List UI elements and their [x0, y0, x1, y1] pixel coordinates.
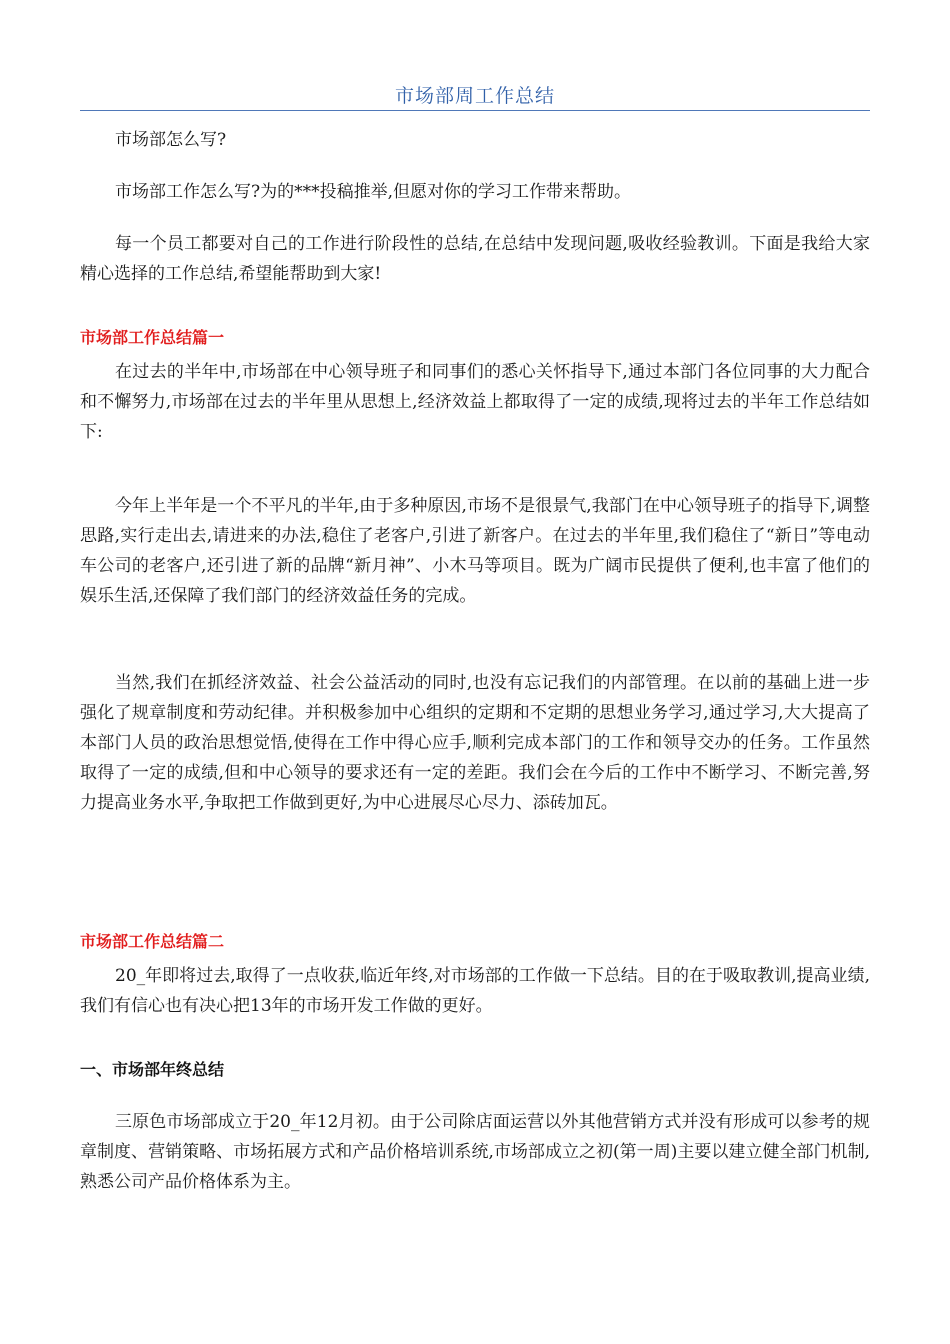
- section1-paragraph-1: 在过去的半年中,市场部在中心领导班子和同事们的悉心关怀指导下,通过本部门各位同事的大力配合和不懈努力,市场部在过去的半年里从思想上,经济效益上都取得了一定的成绩,现将过去的半年工作总结如下:: [80, 362, 870, 442]
- section1-paragraph-3: 当然,我们在抓经济效益、社会公益活动的同时,也没有忘记我们的内部管理。在以前的基础上进一步强化了规章制度和劳动纪律。并积极参加中心组织的定期和不定期的思想业务学习,通过学习,大大提高了本部门人员的政治思想觉悟,使得在工作中得心应手,顺利完成本部门的工作和领导交办的任务。工作虽然取得了一定的成绩,但和中心领导的要求还有一定的差距。我们会在今后的工作中不断学习、不断完善,努力提高业务水平,争取把工作做到更好,为中心进展尽心尽力、添砖加瓦。: [80, 673, 870, 813]
- document-title: 市场部周工作总结: [394, 85, 555, 107]
- title-underline: [80, 110, 870, 111]
- section1-paragraph-2: 今年上半年是一个不平凡的半年,由于多种原因,市场不是很景气,我部门在中心领导班子的指导下,调整思路,实行走出去,请进来的办法,稳住了老客户,引进了新客户。在过去的半年里,我们稳住了“新日”等电动车公司的老客户,还引进了新的品牌“新月神”、小木马等项目。既为广阔市民提供了便利,也丰富了他们的娱乐生活,还保障了我们部门的经济效益任务的完成。: [80, 496, 870, 606]
- section2-paragraph-2: 三原色市场部成立于20_年12月初。由于公司除店面运营以外其他营销方式并没有形成可以参考的规章制度、营销策略、市场拓展方式和产品价格培训系统,市场部成立之初(第一周)主要以建立健全部门机制,熟悉公司产品价格体系为主。: [80, 1112, 870, 1192]
- section-heading-1: 市场部工作总结篇一: [80, 328, 225, 347]
- intro-paragraph-1: 市场部怎么写?: [115, 130, 227, 150]
- intro-paragraph-3: 每一个员工都要对自己的工作进行阶段性的总结,在总结中发现问题,吸收经验教训。下面是我给大家精心选择的工作总结,希望能帮助到大家!: [80, 234, 870, 284]
- intro-paragraph-2: 市场部工作怎么写?为的***投稿推举,但愿对你的学习工作带来帮助。: [115, 182, 632, 202]
- section-heading-2: 市场部工作总结篇二: [80, 932, 225, 951]
- section2-sub-heading: 一、市场部年终总结: [80, 1060, 225, 1079]
- section2-paragraph-1: 20_年即将过去,取得了一点收获,临近年终,对市场部的工作做一下总结。目的在于吸取教训,提高业绩,我们有信心也有决心把13年的市场开发工作做的更好。: [80, 966, 870, 1016]
